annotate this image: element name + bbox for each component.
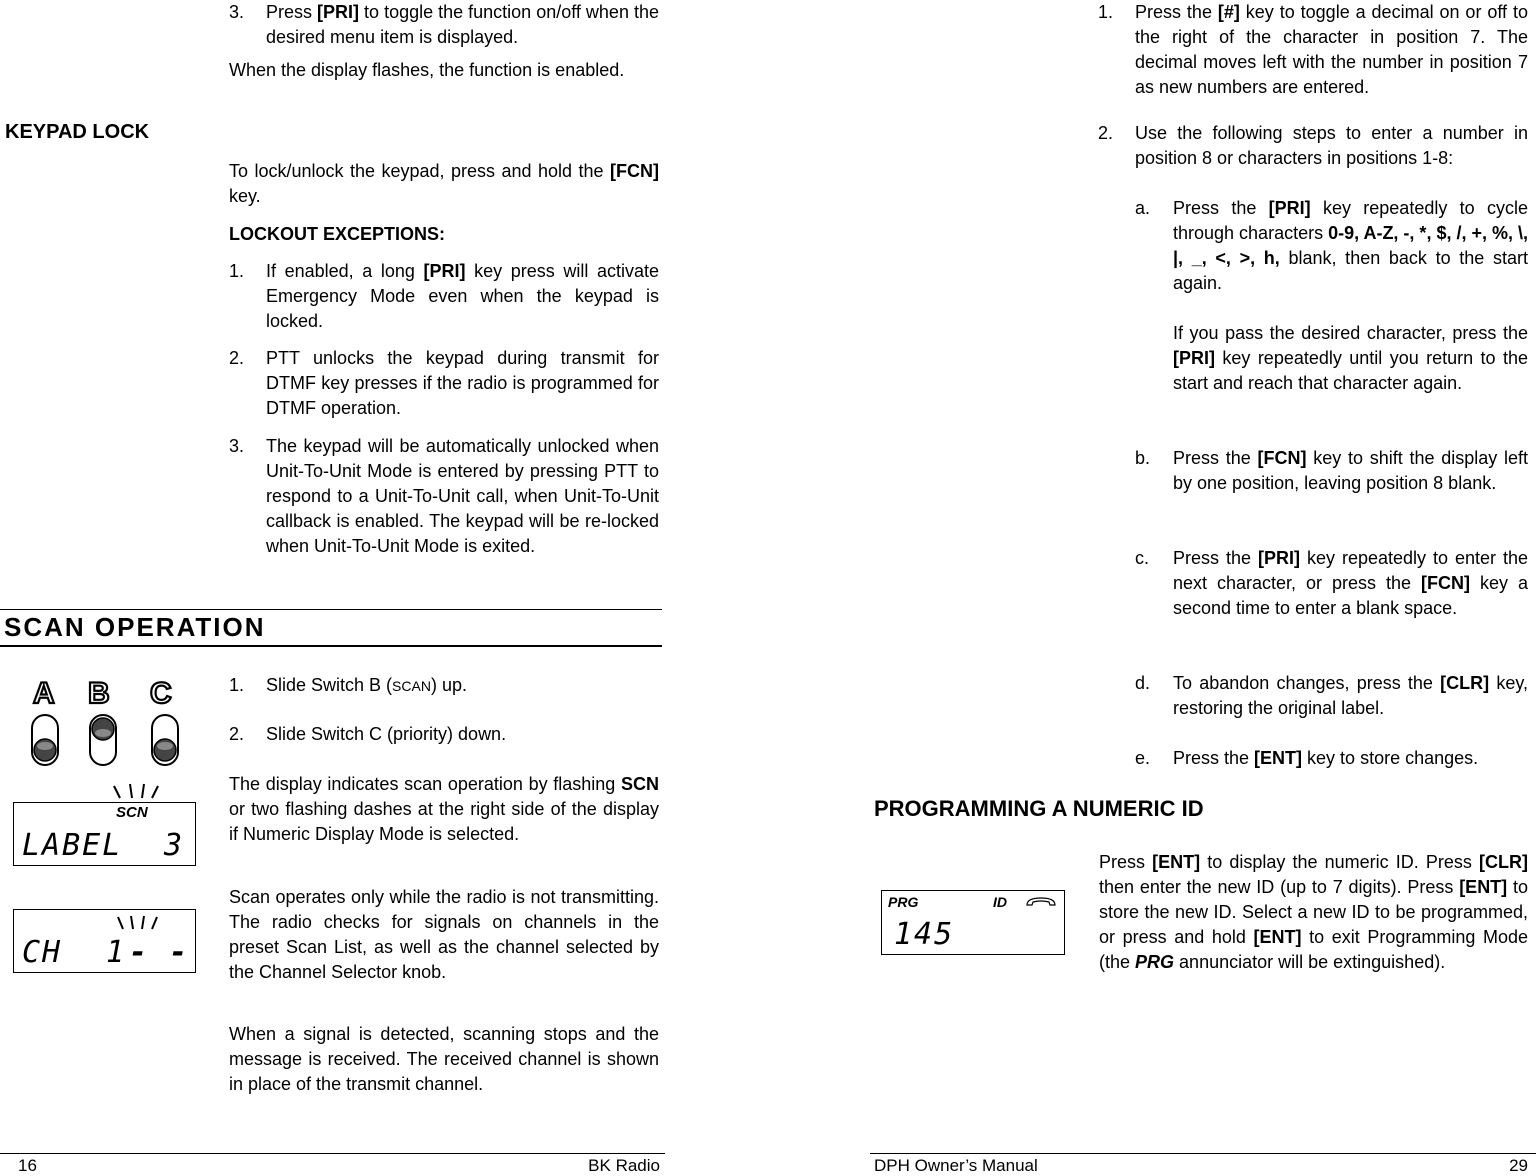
numeric-id-text: Press [ENT] to display the numeric ID. Press [CLR] then enter the new ID (up to 7 digits). Press [ENT] to store the new ID. Select a new ID to be programmed, or press and hold [ENT] to exit Programming Mode (the PRG annunciator will be extinguished). (1099, 852, 1528, 972)
scn-annunciator: SCN (116, 804, 148, 821)
scan-step-2: 2. Slide Switch C (priority) down. (229, 724, 507, 744)
divider (0, 645, 662, 647)
lcd-channel-text: CH (22, 935, 63, 970)
scan-step-1: 1. Slide Switch B (SCAN) up. (229, 675, 467, 695)
switch-label-b: B (88, 677, 110, 710)
entry-step-2: 2. Use the following steps to enter a number in position 8 or characters in positions 1-8: (1098, 123, 1528, 168)
sub-step-c: c. Press the [PRI] key repeatedly to enter the next character, or press the [FCN] key a second time to enter a blank space. (1135, 548, 1528, 618)
step-number: 3. (229, 2, 245, 22)
menu-step-3: 3. Press [PRI] to toggle the function on/off when the desired menu item is displayed. (229, 2, 659, 47)
footer-rule (0, 1153, 665, 1154)
sub-step-b: b. Press the [FCN] key to shift the display left by one position, leaving position 8 blank. (1135, 448, 1528, 493)
switch-illustration (25, 672, 195, 772)
sub-step-a: a. Press the [PRI] key repeatedly to cycle through characters 0-9, A-Z, -, *, $, /, +, %, \, |, _, <, >, h, blank, then back to the start again. If you pass the desired character, press the [PRI] key repeatedly until you return to the start and reach that character again. (1135, 198, 1528, 393)
footer-title: DPH Owner’s Manual (874, 1156, 1038, 1175)
scan-para-2: Scan operates only while the radio is not transmitting. The radio checks for signals on channels in the preset Scan List, as well as the channel selected by the Channel Selector knob. (229, 887, 659, 982)
exception-3: 3. The keypad will be automatically unlocked when Unit-To-Unit Mode is entered by pressing PTT to respond to a Unit-To-Unit call, when Unit-To-Unit callback is enabled. The keypad will be re-locked when Unit-To-Unit Mode is exited. (229, 436, 659, 556)
keypad-lock-text: To lock/unlock the keypad, press and hold the [FCN] key. (229, 161, 659, 206)
lcd-channel-number: 1 (106, 935, 127, 970)
lcd-id-value: 145 (894, 917, 955, 952)
lcd-label-number: 3 (164, 828, 185, 863)
scan-operation-heading: SCAN OPERATION (4, 612, 266, 642)
lcd-label-text: LABEL (22, 828, 123, 863)
footer-brand: BK Radio (588, 1156, 660, 1175)
switch-a (32, 715, 58, 765)
page-number: 29 (1509, 1156, 1528, 1175)
switch-label-c: C (150, 677, 172, 710)
flash-indicator-icon (114, 914, 164, 932)
id-annunciator: ID (993, 894, 1007, 910)
sub-step-d: d. To abandon changes, press the [CLR] key, restoring the original label. (1135, 673, 1528, 718)
exception-1: 1. If enabled, a long [PRI] key press will activate Emergency Mode even when the keypad is locked. (229, 261, 659, 331)
switch-c (152, 715, 178, 765)
footer-rule (870, 1153, 1536, 1154)
divider (0, 609, 662, 610)
flash-text: When the display flashes, the function is enabled. (229, 60, 625, 80)
keypad-lock-heading: KEYPAD LOCK (5, 121, 150, 143)
phone-icon (1024, 895, 1058, 909)
switch-b (90, 715, 116, 765)
lcd-display-numeric-id (881, 890, 1065, 955)
lcd-display-label (13, 802, 196, 866)
prg-annunciator: PRG (888, 894, 919, 910)
lcd-channel-dashes: - - (129, 935, 190, 970)
exception-2: 2. PTT unlocks the keypad during transmit for DTMF key presses if the radio is programmed for DTMF operation. (229, 348, 659, 418)
flash-indicator-icon (108, 780, 168, 802)
decimal-step-1: 1. Press the [#] key to toggle a decimal on or off to the right of the character in position 7. The decimal moves left with the number in position 7 as new numbers are entered. (1098, 2, 1528, 97)
switch-label-a: A (33, 677, 55, 710)
lcd-display-channel (13, 909, 196, 973)
scan-para-3: When a signal is detected, scanning stops and the message is received. The received channel is shown in place of the transmit channel. (229, 1024, 659, 1094)
page-number: 16 (18, 1156, 37, 1175)
lockout-exceptions-heading: LOCKOUT EXCEPTIONS: (229, 224, 446, 244)
numeric-id-heading: PROGRAMMING A NUMERIC ID (874, 796, 1204, 821)
scan-para-1: The display indicates scan operation by flashing SCN or two flashing dashes at the right side of the display if Numeric Display Mode is selected. (229, 774, 659, 844)
sub-step-e: e. Press the [ENT] key to store changes. (1135, 748, 1479, 768)
